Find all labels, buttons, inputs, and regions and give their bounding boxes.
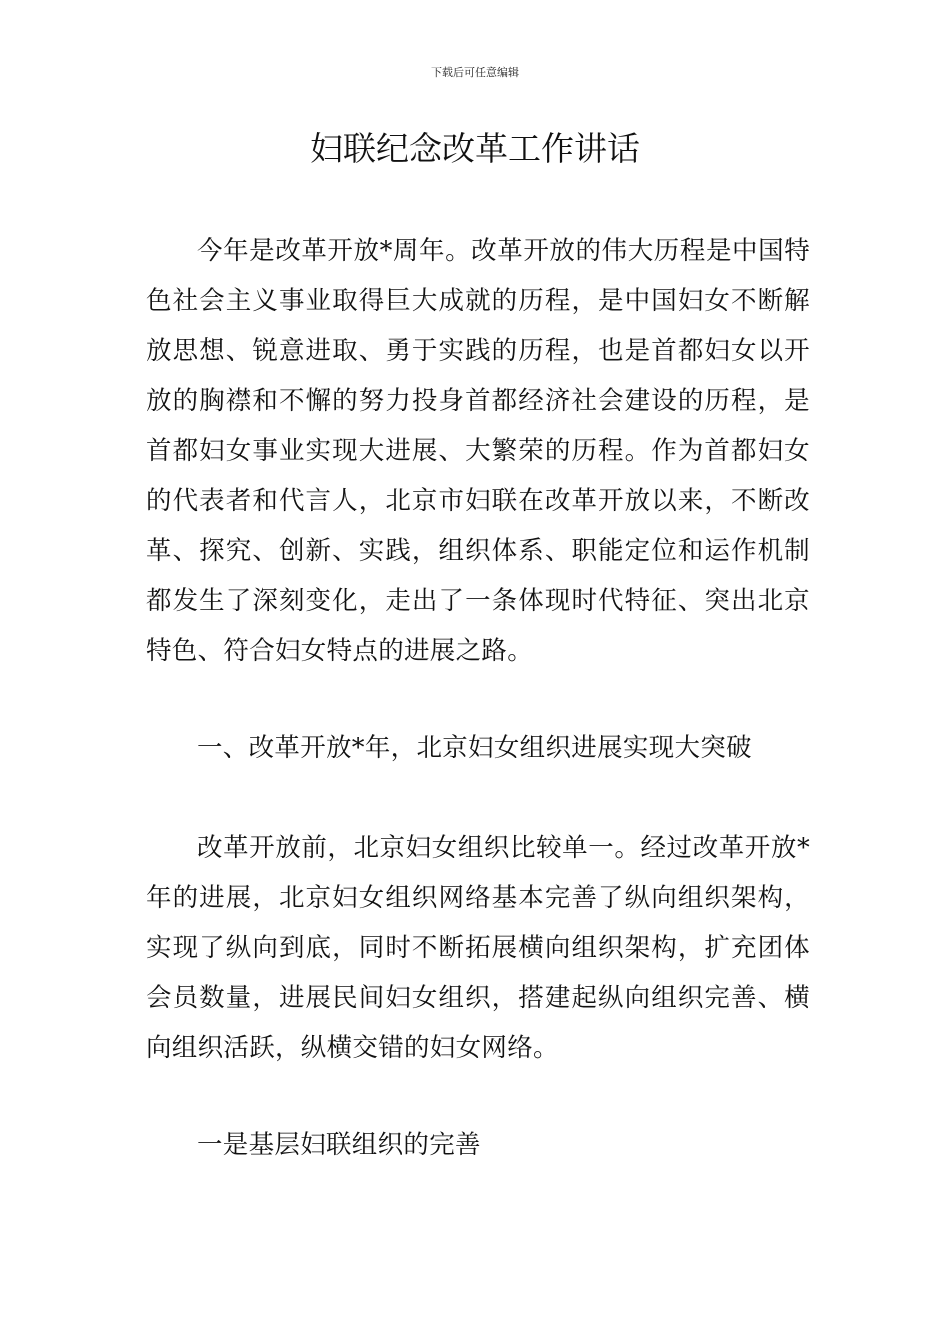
- section-heading: 一、改革开放*年，北京妇女组织进展实现大突破: [197, 733, 752, 763]
- document-title: 妇联纪念改革工作讲话: [310, 129, 640, 168]
- sub-heading: 一是基层妇联组织的完善: [197, 1130, 481, 1160]
- intro-paragraph: 今年是改革开放*周年。改革开放的伟大历程是中国特色社会主义事业取得巨大成就的历程，是中国妇女不断解放思想、锐意进取、勇于实践的历程，也是首都妇女以开放的胸襟和不懈的努力投身首都经济社会建设的历程，是首都妇女事业实现大进展、大繁荣的历程。作为首都妇女的代表者和代言人，北京市妇联在改革开放以来，不断改革、探究、创新、实践，组织体系、职能定位和运作机制都发生了深刻变化，走出了一条体现时代特征、突出北京特色、符合妇女特点的进展之路。: [146, 236, 810, 666]
- body-paragraph: 改革开放前，北京妇女组织比较单一。经过改革开放*年的进展，北京妇女组织网络基本完善了纵向组织架构，实现了纵向到底，同时不断拓展横向组织架构，扩充团体会员数量，进展民间妇女组织，搭建起纵向组织完善、横向组织活跃，纵横交错的妇女网络。: [146, 833, 810, 1063]
- header-note: 下载后可任意编辑: [431, 66, 519, 79]
